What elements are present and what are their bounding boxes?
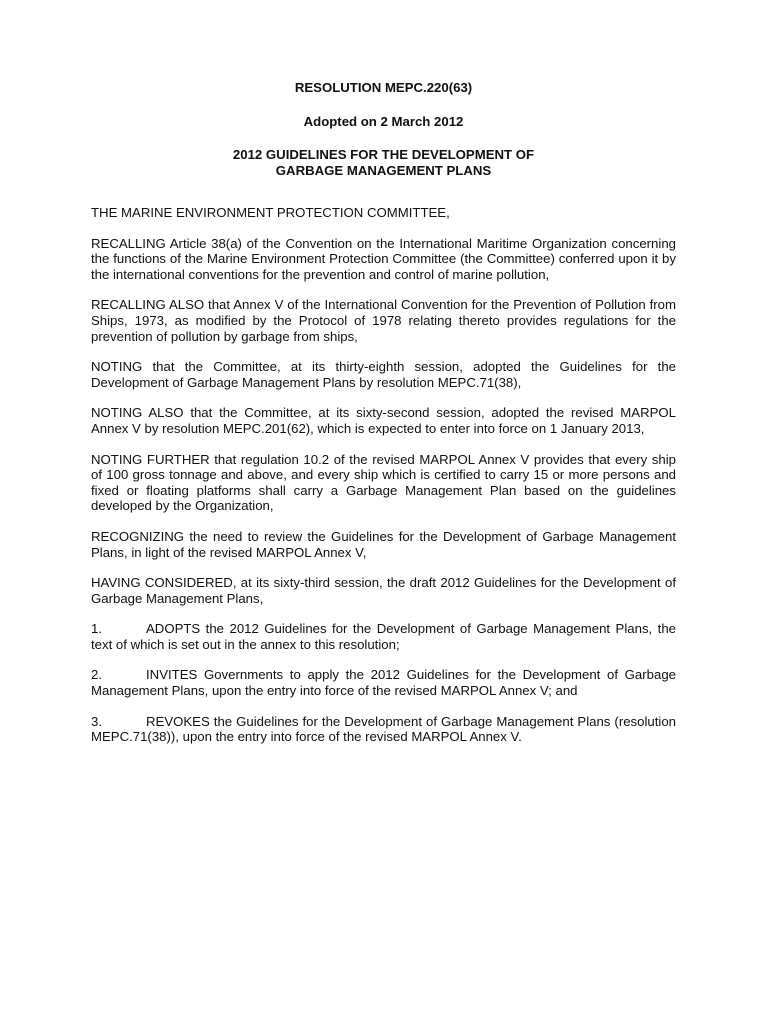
operative-paragraph xyxy=(91,714,676,745)
paragraph-number: 3. xyxy=(91,713,102,729)
paragraph-text: ADOPTS the 2012 Guidelines for the Development of Garbage Management Plans, the text of which is set out in the annex to this resolution; xyxy=(91,621,676,652)
resolution-number: RESOLUTION MEPC.220(63) xyxy=(294,80,473,95)
paragraph-number: 2. xyxy=(91,667,102,683)
document-title-line-1: 2012 GUIDELINES FOR THE DEVELOPMENT OF xyxy=(232,147,535,162)
preamble-paragraph: HAVING CONSIDERED, at its sixty-third session, the draft 2012 Guidelines for the Development of Garbage Management Plans, xyxy=(91,575,676,606)
paragraph-number: 1. xyxy=(91,621,102,637)
preamble-paragraph: NOTING that the Committee, at its thirty-eighth session, adopted the Guidelines for the Development of Garbage Management Plans by resolution MEPC.71(38), xyxy=(91,359,676,390)
preamble-paragraph: RECALLING ALSO that Annex V of the International Convention for the Prevention of Pollution from Ships, 1973, as modified by the Protocol of 1978 relating thereto provides regulations for the prevention of pollution by garbage from ships, xyxy=(91,297,676,344)
preamble-paragraph: RECOGNIZING the need to review the Guidelines for the Development of Garbage Management Plans, in light of the revised MARPOL Annex V, xyxy=(91,528,676,560)
preamble-paragraph: NOTING FURTHER that regulation 10.2 of the revised MARPOL Annex V provides that every ship of 100 gross tonnage and above, and every ship which is certified to carry 15 or more persons and fixed or floating platforms shall carry a Garbage Management Plan based on the guidelines developed by the Organization, xyxy=(91,451,676,514)
document-page xyxy=(91,80,676,760)
operative-paragraph xyxy=(91,621,676,652)
preamble-paragraph: RECALLING Article 38(a) of the Convention on the International Maritime Organization concerning the functions of the Marine Environment Protection Committee (the Committee) conferred upon it by the international conventions for the prevention and control of marine pollution, xyxy=(91,235,676,282)
operative-paragraph xyxy=(91,667,676,698)
preamble-paragraph: NOTING ALSO that the Committee, at its sixty-second session, adopted the revised MARPOL Annex V by resolution MEPC.201(62), which is expected to enter into force on 1 January 2013, xyxy=(91,405,676,436)
paragraph-text: INVITES Governments to apply the 2012 Guidelines for the Development of Garbage Management Plans, upon the entry into force of the revised MARPOL Annex V; and xyxy=(91,667,676,699)
paragraph-text: REVOKES the Guidelines for the Development of Garbage Management Plans (resolution MEPC.71(38)), upon the entry into force of the revised MARPOL Annex V. xyxy=(91,713,676,745)
document-title-line-2: GARBAGE MANAGEMENT PLANS xyxy=(275,163,492,178)
adoption-date: Adopted on 2 March 2012 xyxy=(303,114,464,129)
committee-line: THE MARINE ENVIRONMENT PROTECTION COMMITTEE, xyxy=(91,205,450,220)
